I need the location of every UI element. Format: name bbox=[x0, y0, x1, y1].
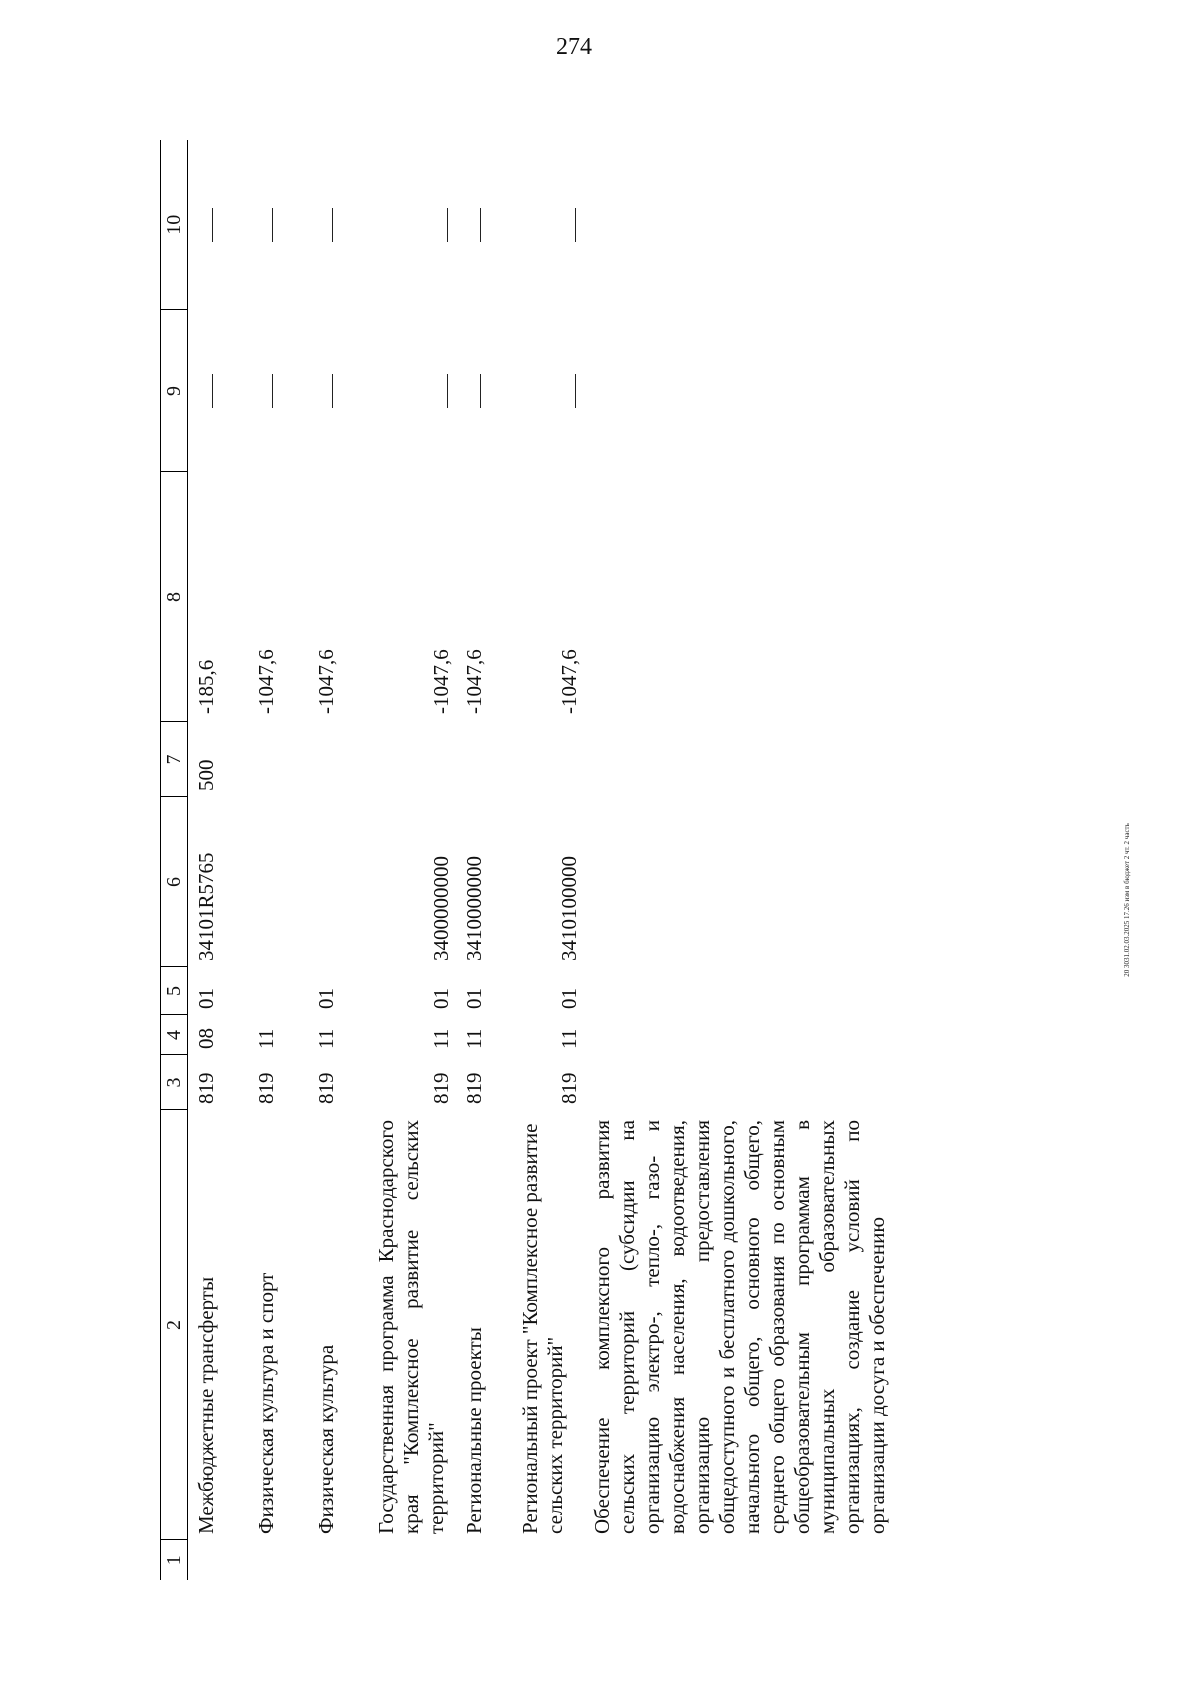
column-header-5: 5 bbox=[161, 967, 188, 1015]
code-cell bbox=[248, 967, 308, 1015]
code-cell: 11 bbox=[462, 1028, 486, 1049]
dash-mark bbox=[212, 208, 213, 242]
column-header-2: 2 bbox=[161, 1110, 188, 1540]
table-row bbox=[584, 140, 935, 1580]
code-cell bbox=[248, 797, 308, 967]
column-header-7: 7 bbox=[161, 722, 188, 797]
dash-mark bbox=[212, 374, 213, 408]
dash-mark bbox=[575, 208, 576, 242]
code-cell: 01 bbox=[429, 988, 453, 1009]
dash-cell bbox=[308, 310, 368, 472]
amount-cell: -1047,6 bbox=[429, 649, 453, 714]
budget-table bbox=[160, 140, 935, 1580]
dash-cell bbox=[456, 140, 512, 310]
row-number-cell bbox=[248, 1540, 308, 1580]
item-name: Региональный проект "Комплексное развитие сельских территорий" bbox=[518, 1123, 567, 1534]
table-row bbox=[188, 140, 249, 1580]
code-cell: 34101R5765 bbox=[194, 852, 218, 961]
header-row bbox=[161, 140, 188, 1580]
item-name: Региональные проекты bbox=[462, 1327, 486, 1534]
code-cell: 819 bbox=[557, 1072, 581, 1104]
dash-mark bbox=[272, 208, 273, 242]
dash-cell bbox=[188, 310, 249, 472]
code-cell bbox=[584, 1015, 935, 1055]
column-header-9: 9 bbox=[161, 310, 188, 472]
row-number-cell bbox=[584, 1540, 935, 1580]
rotated-table-container bbox=[160, 140, 1090, 1580]
item-name: Физическая культура и спорт bbox=[254, 1272, 278, 1534]
column-header-8: 8 bbox=[161, 472, 188, 722]
code-cell: 819 bbox=[314, 1072, 338, 1104]
code-cell: 819 bbox=[194, 1072, 218, 1104]
dash-mark bbox=[332, 374, 333, 408]
code-cell bbox=[584, 1055, 935, 1110]
table-row bbox=[368, 140, 456, 1580]
code-cell bbox=[308, 722, 368, 797]
code-cell: 01 bbox=[557, 988, 581, 1009]
code-cell bbox=[512, 722, 584, 797]
code-cell: 01 bbox=[194, 988, 218, 1009]
code-cell bbox=[456, 722, 512, 797]
row-number-cell bbox=[308, 1540, 368, 1580]
dash-cell bbox=[248, 140, 308, 310]
dash-cell bbox=[368, 310, 456, 472]
row-number-cell bbox=[456, 1540, 512, 1580]
column-header-10: 10 bbox=[161, 140, 188, 310]
dash-cell bbox=[248, 310, 308, 472]
table-row bbox=[248, 140, 308, 1580]
code-cell: 819 bbox=[429, 1072, 453, 1104]
footer-stamp: 20 3031.02.03.2025 17.26 изм в бюджет 2 чт. 2 часть bbox=[1123, 823, 1131, 977]
column-header-4: 4 bbox=[161, 1015, 188, 1055]
dash-cell bbox=[512, 140, 584, 310]
page-number: 274 bbox=[556, 34, 592, 60]
code-cell: 01 bbox=[462, 988, 486, 1009]
amount-cell: -1047,6 bbox=[557, 649, 581, 714]
dash-mark bbox=[575, 374, 576, 408]
amount-cell: -1047,6 bbox=[254, 649, 278, 714]
code-cell: 11 bbox=[557, 1028, 581, 1049]
code-cell: 500 bbox=[194, 759, 218, 791]
row-number-cell bbox=[188, 1540, 249, 1580]
amount-cell bbox=[584, 472, 935, 722]
dash-mark bbox=[272, 374, 273, 408]
code-cell bbox=[584, 797, 935, 967]
code-cell: 08 bbox=[194, 1028, 218, 1049]
dash-mark bbox=[447, 208, 448, 242]
dash-cell bbox=[188, 140, 249, 310]
code-cell: 819 bbox=[254, 1072, 278, 1104]
dash-cell bbox=[368, 140, 456, 310]
code-cell bbox=[368, 722, 456, 797]
code-cell bbox=[308, 797, 368, 967]
dash-mark bbox=[332, 208, 333, 242]
dash-cell bbox=[308, 140, 368, 310]
empty-cell bbox=[584, 140, 935, 310]
table-row bbox=[512, 140, 584, 1580]
item-name: Государственная программа Краснодарского края "Комплексное развитие сельских территорий" bbox=[374, 1120, 448, 1534]
column-header-1: 1 bbox=[161, 1540, 188, 1580]
code-cell: 3410100000 bbox=[557, 856, 581, 961]
code-cell: 11 bbox=[254, 1028, 278, 1049]
dash-cell bbox=[456, 310, 512, 472]
dash-mark bbox=[447, 374, 448, 408]
dash-cell bbox=[512, 310, 584, 472]
code-cell bbox=[248, 722, 308, 797]
code-cell: 01 bbox=[314, 988, 338, 1009]
code-cell bbox=[584, 967, 935, 1015]
column-header-6: 6 bbox=[161, 797, 188, 967]
code-cell: 11 bbox=[429, 1028, 453, 1049]
dash-mark bbox=[480, 374, 481, 408]
row-number-cell bbox=[512, 1540, 584, 1580]
item-name: Межбюджетные трансферты bbox=[194, 1276, 218, 1534]
code-cell: 11 bbox=[314, 1028, 338, 1049]
dash-mark bbox=[480, 208, 481, 242]
amount-cell: -1047,6 bbox=[314, 649, 338, 714]
column-header-3: 3 bbox=[161, 1055, 188, 1110]
row-number-cell bbox=[368, 1540, 456, 1580]
empty-cell bbox=[584, 310, 935, 472]
code-cell: 3400000000 bbox=[429, 856, 453, 961]
table-row bbox=[308, 140, 368, 1580]
item-name: Физическая культура bbox=[314, 1344, 338, 1534]
amount-cell: -185,6 bbox=[194, 659, 218, 714]
amount-cell: -1047,6 bbox=[462, 649, 486, 714]
item-name: Обеспечение комплексного развития сельских территорий (субсидии на организацию электро-, тепло-, газо- и водоснабжения населения, водоотведения, организацию предоставления общедоступного и бесплатного дошкольного, начального общего, основного общего, среднего общего образования по основным общеобразовательным программам в муниципальных образовательных организациях, создание условий по организации досуга и обеспечению bbox=[590, 1120, 889, 1534]
table-row bbox=[456, 140, 512, 1580]
code-cell: 3410000000 bbox=[462, 856, 486, 961]
code-cell: 819 bbox=[462, 1072, 486, 1104]
code-cell bbox=[584, 722, 935, 797]
